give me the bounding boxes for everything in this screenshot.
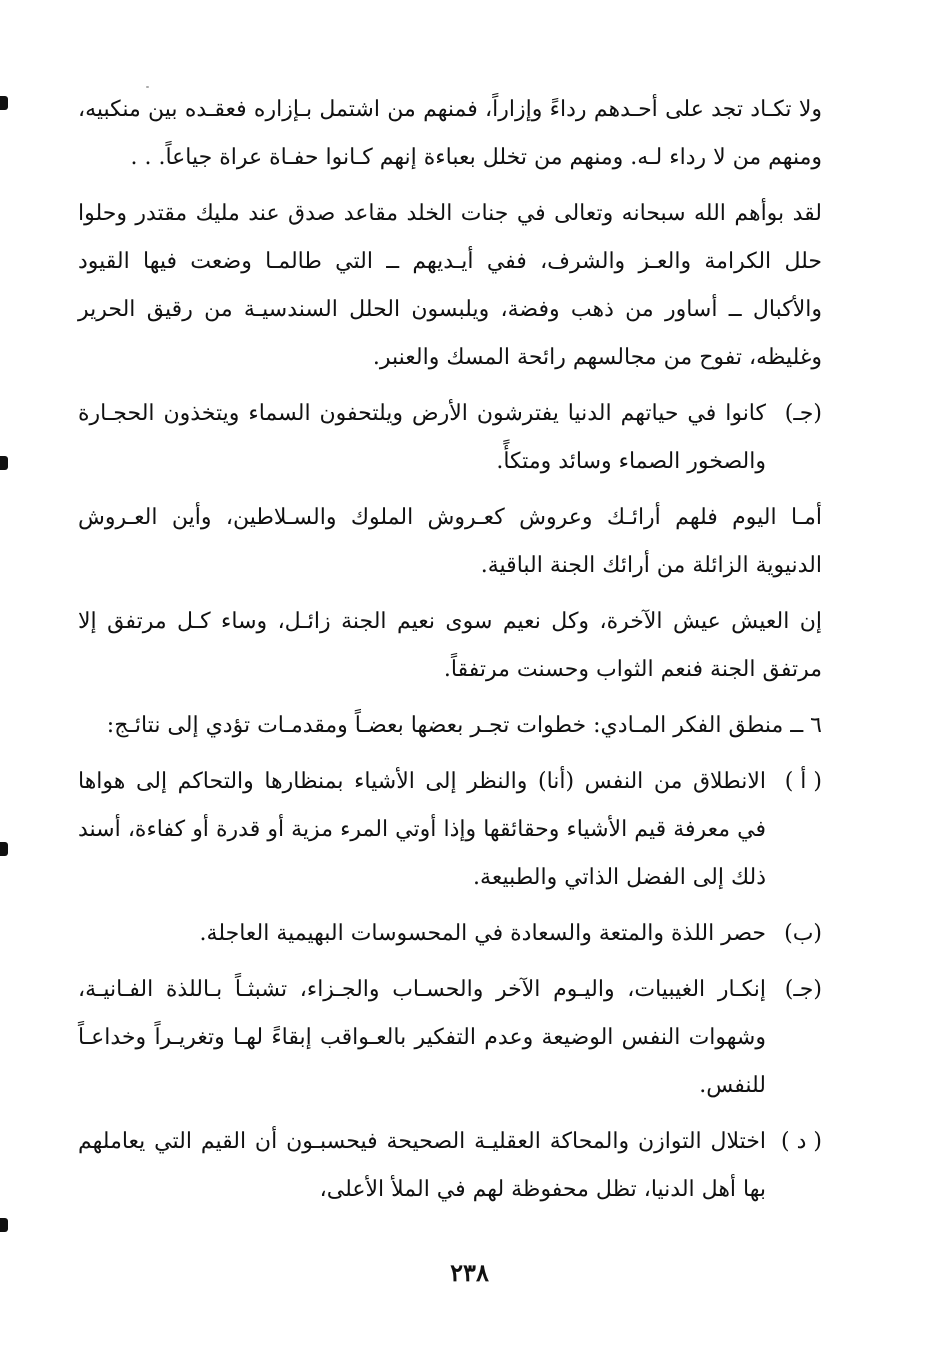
paragraph-intro: ولا تكـاد تجد على أحـدهم رداءً وإزاراً، فمنهم من اشتمل بـإزاره فعقـده بين منكبيه، ومنهم من لا رداء لـه. ومنهم من تخلل بعباءة إنهم كـانوا حفـاة عراة جياعاً. . . bbox=[78, 97, 822, 170]
item-text: كانوا في حياتهم الدنيا يفترشون الأرض ويلتحفون السماء ويتخذون الحجـارة والصخور الصماء وسائد ومتكأً. bbox=[78, 401, 766, 474]
item-marker: ( د ) bbox=[781, 1129, 822, 1154]
list-item-alif bbox=[78, 758, 822, 902]
item-text: الانطلاق من النفس (أنا) والنظر إلى الأشياء بمنظارها والتحاكم إلى هواها في معرفة قيم الأشياء وحقائقها وإذا أوتي المرء مزية أو قدرة أو كفاءة، أسند ذلك إلى الفضل الذاتي والطبيعة. bbox=[78, 769, 766, 890]
paragraph-afterlife: إن العيش عيش الآخرة، وكل نعيم سوى نعيم الجنة زائـل، وساء كـل مرتفق إلا مرتفق الجنة فنعم الثواب وحسنت مرتفقاً. bbox=[78, 609, 822, 682]
item-text: إنكـار الغيبيات، واليـوم الآخر والحسـاب والجـزاء، تشبثـاً بـاللذة الفـانيـة، وشهوات النفس الوضيعة وعدم التفكير بالعـواقب إبقاءً لهـا وتغريـراً وخداعـاً للنفس. bbox=[78, 977, 766, 1098]
binding-mark-upper bbox=[0, 456, 8, 470]
item-marker: (ب) bbox=[784, 921, 822, 946]
item-text: حصر اللذة والمتعة والسعادة في المحسوسات البهيمية العاجلة. bbox=[199, 921, 766, 946]
list-item-ba bbox=[78, 910, 822, 958]
item-marker: ( أ ) bbox=[784, 769, 822, 794]
item-text: اختلال التوازن والمحاكة العقليـة الصحيحة فيحسبـون أن القيم التي يعاملهم بها أهل الدنيا، تظل محفوظة لهم في الملأ الأعلى، bbox=[78, 1129, 766, 1202]
binding-mark-lower bbox=[0, 842, 8, 856]
item-marker: (جـ) bbox=[784, 401, 822, 426]
page-number: ٢٣٨ bbox=[450, 1258, 489, 1287]
binding-mark-bottom bbox=[0, 1218, 8, 1232]
paragraph-couches: أمـا اليوم فلهم أرائـك وعروش كعـروش الملوك والسـلاطين، وأين العـروش الدنيوية الزائلة من أرائك الجنة الباقية. bbox=[78, 505, 822, 578]
list-item-jim-second bbox=[78, 966, 822, 1110]
list-item-dal bbox=[78, 1118, 822, 1214]
page-body-text bbox=[78, 86, 822, 1222]
item-marker: (جـ) bbox=[784, 977, 822, 1002]
paragraph-paradise: لقد بوأهم الله سبحانه وتعالى في جنات الخلد مقاعد صدق عند مليك مقتدر وحلوا حلل الكرامة والعـز والشرف، ففي أيـديهم ــ التي طالمـا وضعت فيها القيود والأكبال ــ أساور من ذهب وفضة، ويلبسون الحلل السندسيـة من رقيق الحرير وغليظه، تفوح من مجالسهم رائحة المسك والعنبر. bbox=[78, 201, 822, 370]
binding-mark-top bbox=[0, 96, 8, 110]
list-item-jim-first bbox=[78, 390, 822, 486]
section-heading-materialist-logic: ٦ ــ منطق الفكر المـادي: خطوات تجـر بعضها بعضـاً ومقدمـات تؤدي إلى نتائـج: bbox=[106, 713, 822, 738]
